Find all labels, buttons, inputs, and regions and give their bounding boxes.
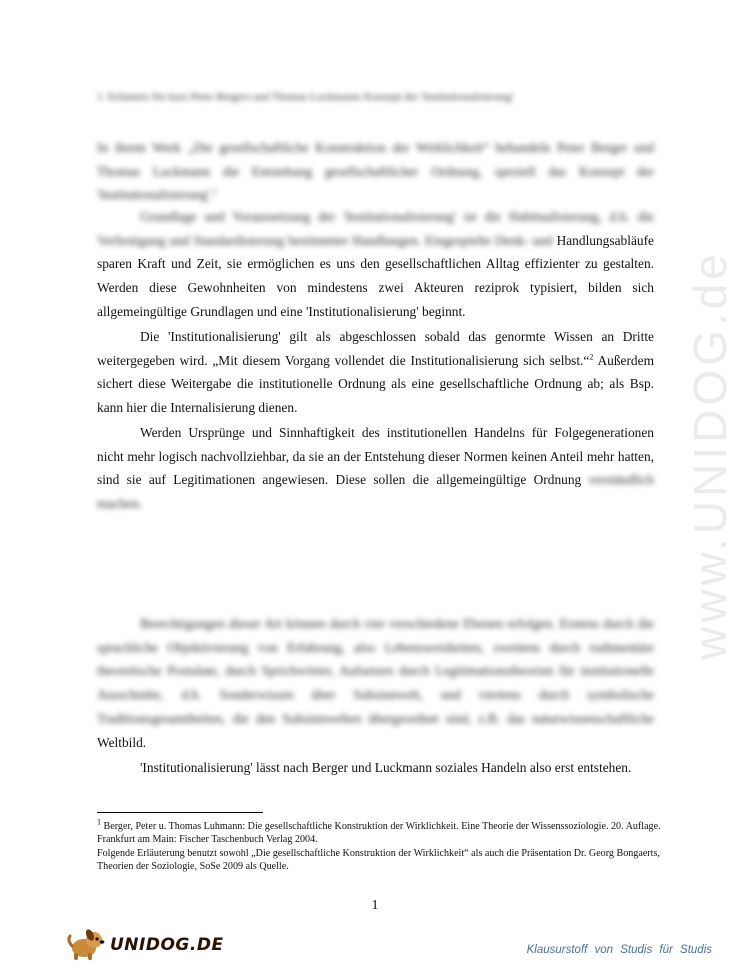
paragraph-3-segment-3: Außerdem sichert diese Weitergabe die institutionelle Ordnung als eine gesellschaftliche Ordnung ab; als Bsp. kann hier die Internalisierung dienen. (97, 352, 654, 416)
footnote-1-note: Folgende Erläuterung benutzt sowohl „Die gesellschaftliche Konstruktion der Wirklichkeit“ als auch die Präsentation Dr. Georg Bongaerts, Theorien der Soziologie, SoSe 2009 als Quelle. (97, 847, 660, 873)
paragraph-4 (97, 421, 654, 516)
dog-mascot-icon (66, 928, 108, 962)
paragraph-5 (97, 612, 654, 754)
footnote-divider (97, 812, 263, 813)
slogan: Klausurstoff von Studis für Studis (526, 944, 712, 956)
paragraph-5-segment-1: Berechtigungen dieser Art können durch vier verschiedene Ebenen erfolgen. Erstens durch die sprachliche Objektivierung von Erfahrung, also Lebensweisheiten, zweitens durch rudimentäre theoretische Postulate, durch Sprichwörter, Aufsetzen durch Legitimationstheorien für institutionelle Ausschnitte, d.h. Sonderwissen über Subsinnwelt, und viertens durch symbolische Traditionsgesamtheiten, die den Subsinnwelten übergeordnet sind, z.B. das naturwissenschaftliche (97, 616, 654, 726)
paragraph-3-segment-2: 2 (589, 352, 594, 362)
footnotes (97, 817, 662, 874)
paragraph-2 (97, 205, 654, 324)
page-number: 1 (371, 898, 379, 913)
paragraph-1-segment-2: 1 (213, 186, 218, 196)
paragraph-6-segment-1: 'Institutionalisierung' lässt nach Berger und Luckmann soziales Handeln also erst entstehen. (140, 760, 632, 775)
paragraph-4-segment-1: Werden Ursprünge und Sinnhaftigkeit des institutionellen Handelns für Folgegenerationen nicht mehr logisch nachvollziehbar, da sie an der Entstehung dieser Normen keinen Anteil mehr hatten, sind sie auf Legitimationen angewiesen. Diese sollen die allgemeingültige Ordnung (97, 425, 654, 488)
unidog-logo[interactable] (66, 927, 224, 963)
paragraph-3-segment-1: Die 'Institutionalisierung' gilt als abgeschlossen sobald das genormte Wissen an Dritte weitergegeben wird. „Mit diesem Vorgang vollendet die Institutionalisierung sich selbst.“ (97, 329, 654, 368)
paragraph-2-segment-2: Handlungsabläufe sparen Kraft und Zeit, sie ermöglichen es uns den gesellschaftlichen Alltag effizienter zu gestalten. Werden diese Gewohnheiten von mindestens zwei Akteuren reziprok typisiert, bilden sich allgemeingültige Grundlagen und eine 'Institutionalisierung' beginnt. (97, 232, 654, 319)
logo-text: UNIDOG.DE (110, 935, 224, 955)
paragraph-6 (97, 756, 654, 780)
watermark: www.UNIDOG.de (684, 250, 736, 660)
paragraph-1-segment-1: In ihrem Werk „Die gesellschaftliche Konstruktion der Wirklichkeit“ behandeln Peter Berger und Thomas Luckmann die Entstehung gesellschaftlicher Ordnung, speziell das Konzept der 'Institutionalisierung'. (97, 140, 654, 203)
paragraph-4-segment-2: verständlich machen. (97, 472, 654, 512)
question-heading: 1. Erläutern Sie kurz Peter Bergers und Thomas Luckmanns Konzept der 'Institutionalisierung' (97, 91, 514, 103)
paragraph-1 (97, 136, 654, 207)
paragraph-5-segment-2: Weltbild. (97, 734, 147, 750)
paragraph-3 (97, 325, 654, 420)
paragraph-2-segment-1: Grundlage und Voraussetzung der 'Institutionalisierung' ist die Habitualisierung, d.h. die Verfestigung und Standardisierung bestimmter Handlungen. Eingespielte Denk- und (97, 209, 654, 248)
footnote-1: $^1$ Berger, Peter u. Thomas Luhmann: Die gesellschaftliche Konstruktion der Wirklichkeit. Eine Theorie der Wissenssoziologie. 20. Auflage. Frankfurt am Main: Fischer Taschenbuch Verlag 2004. (97, 817, 661, 846)
